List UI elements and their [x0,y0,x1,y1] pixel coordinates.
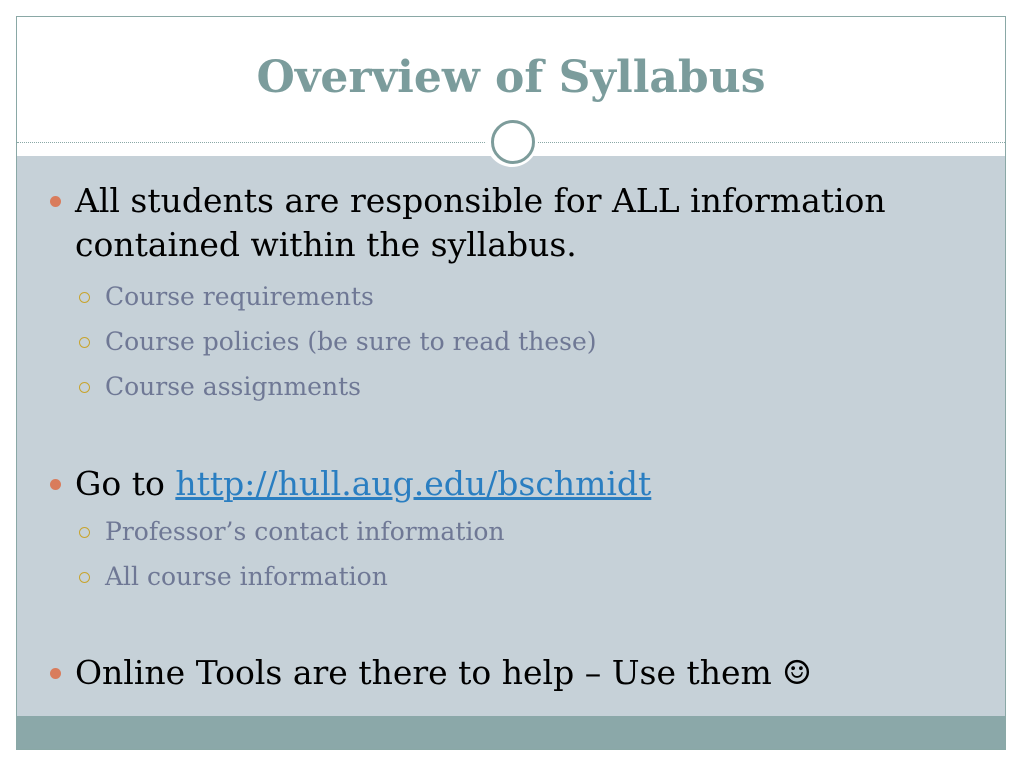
sub-bullet-marker-icon [79,292,90,303]
sub-item-policies [105,325,597,359]
sub-bullet-marker-icon [79,337,90,348]
sub-bullet-marker-icon [79,527,90,538]
bullet-text: All students are responsible for ALL information contained within the syllabus. [75,181,886,264]
bullet-marker-icon [50,479,61,490]
sub-item-text: Course policies (be sure to read these) [105,327,597,356]
bullet-text: Online Tools are there to help – Use them ☺ [75,653,812,692]
content-area [17,156,1005,716]
sub-item-course-info [105,560,388,594]
circle-ornament-icon [486,115,538,167]
sub-item-text: Professor’s contact information [105,517,505,546]
syllabus-link[interactable]: http://hull.aug.edu/bschmidt [175,464,652,503]
bullet-list [17,156,1005,716]
bullet-item-website [75,462,955,506]
sub-item-contact [105,515,505,549]
bullet-marker-icon [50,668,61,679]
bullet-prefix: Go to [75,464,176,503]
footer-band [17,716,1005,750]
sub-item-assignments [105,370,361,404]
sub-item-requirements [105,280,374,314]
slide-title: Overview of Syllabus [256,52,766,103]
bullet-item-responsibility [75,179,955,267]
bullet-marker-icon [50,196,61,207]
sub-item-text: Course assignments [105,372,361,401]
bullet-item-online-tools [75,651,955,695]
sub-bullet-marker-icon [79,382,90,393]
sub-item-text: Course requirements [105,282,374,311]
ornament-ring [491,120,535,164]
sub-item-text: All course information [105,562,388,591]
sub-bullet-marker-icon [79,572,90,583]
slide [16,16,1006,750]
